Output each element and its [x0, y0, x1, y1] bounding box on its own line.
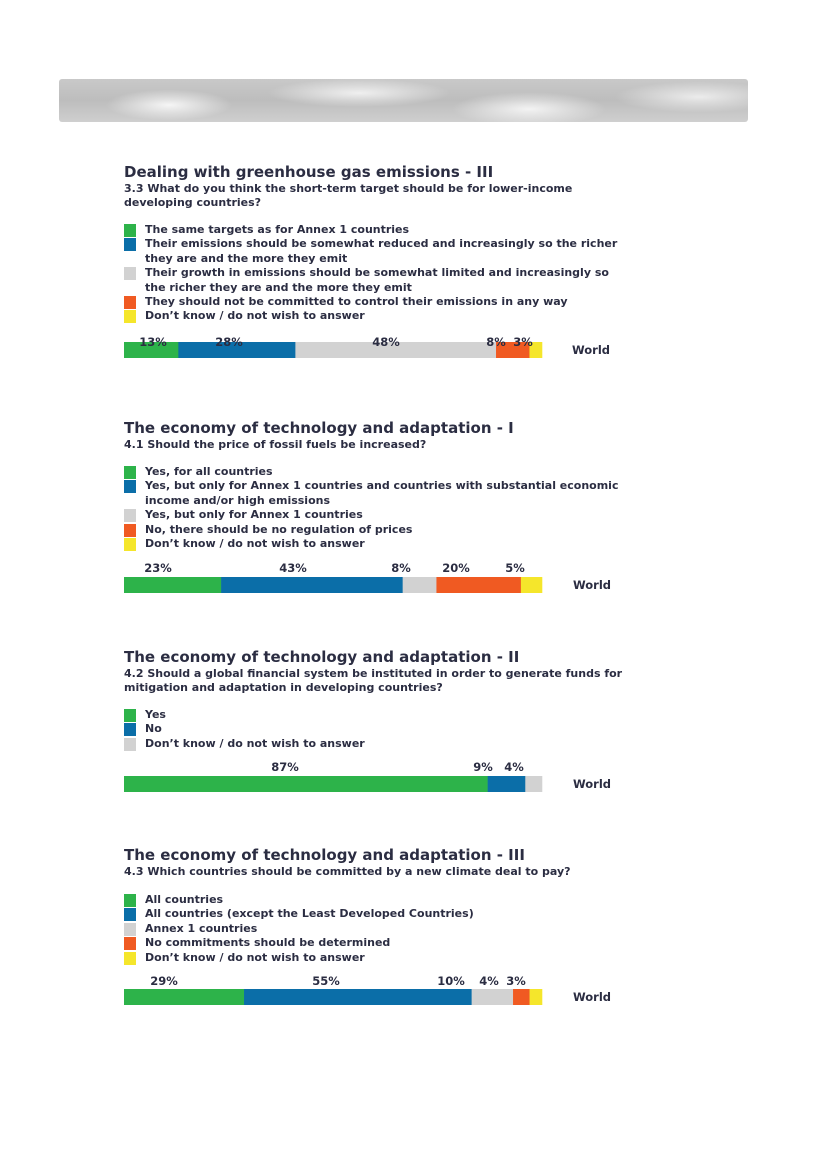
- legend-item: [124, 479, 618, 508]
- section-title: The economy of technology and adaptation - II: [124, 648, 520, 666]
- section-question: developing countries?: [124, 196, 262, 209]
- data-label: 4%: [479, 974, 499, 988]
- category-label: World: [573, 777, 612, 791]
- category-label: World: [572, 343, 611, 357]
- bar-segment: [221, 577, 403, 593]
- legend-swatch: [124, 894, 136, 907]
- legend-item: [124, 309, 617, 323]
- legend-item: [124, 936, 474, 950]
- header-banner: [59, 79, 748, 122]
- data-label: 10%: [437, 974, 465, 988]
- legend-label: the richer they are and the more they emit: [145, 280, 412, 294]
- legend-label: Yes: [145, 708, 166, 721]
- data-label: 4%: [504, 760, 524, 774]
- legend-swatch: [124, 524, 136, 537]
- data-label: 3%: [506, 974, 526, 988]
- legend-item: [124, 223, 617, 237]
- section-question: 4.2 Should a global financial system be instituted in order to generate funds for: [124, 667, 623, 680]
- data-label: 20%: [442, 561, 470, 575]
- legend-label: Yes, but only for Annex 1 countries and countries with substantial economic: [145, 479, 619, 493]
- stacked-bar-chart: [124, 557, 644, 617]
- legend-item: [124, 237, 617, 266]
- legend-swatch: [124, 738, 136, 751]
- legend-swatch: [124, 709, 136, 722]
- bar-segment: [124, 577, 221, 593]
- legend-item: [124, 722, 365, 736]
- bar-segment: [436, 577, 521, 593]
- bar-segment: [521, 577, 542, 593]
- bar-segment: [244, 989, 472, 1005]
- bar-segment: [124, 776, 488, 792]
- legend-label: Yes, but only for Annex 1 countries: [145, 508, 363, 522]
- legend-label: They should not be committed to control their emissions in any way: [145, 295, 568, 309]
- legend-item: [124, 737, 365, 751]
- legend-item: [124, 465, 618, 479]
- legend-swatch: [124, 267, 136, 280]
- legend-item: [124, 708, 365, 722]
- chart-legend: [124, 893, 474, 965]
- legend-label: No commitments should be determined: [145, 936, 391, 950]
- chart-legend: [124, 223, 617, 324]
- section-question: mitigation and adaptation in developing countries?: [124, 681, 443, 694]
- legend-swatch: [124, 538, 136, 551]
- stacked-bar-chart: [124, 970, 644, 1030]
- bar-segment: [472, 989, 514, 1005]
- legend-label: Their emissions should be somewhat reduced and increasingly so the richer: [145, 237, 618, 251]
- legend-label: Annex 1 countries: [145, 921, 258, 935]
- legend-swatch: [124, 238, 136, 251]
- bar-segment: [124, 989, 244, 1005]
- chart-legend: [124, 465, 618, 551]
- stacked-bar-chart: [124, 331, 644, 391]
- bar-segment: [530, 989, 543, 1005]
- legend-swatch: [124, 908, 136, 921]
- legend-label: income and/or high emissions: [145, 493, 331, 507]
- legend-label: Don’t know / do not wish to answer: [145, 537, 365, 551]
- chart-section-2: [124, 419, 684, 592]
- data-label: 8%: [486, 335, 506, 349]
- chart-legend: [124, 708, 365, 751]
- data-label: 3%: [513, 335, 533, 349]
- data-label: 43%: [279, 561, 307, 575]
- data-label: 13%: [139, 335, 167, 349]
- bar-segment: [513, 989, 530, 1005]
- legend-label: All countries: [145, 893, 224, 906]
- legend-label: The same targets as for Annex 1 countries: [145, 223, 410, 236]
- legend-item: [124, 893, 474, 907]
- legend-label: Don’t know / do not wish to answer: [145, 736, 365, 750]
- stacked-bar-chart: [124, 756, 644, 816]
- legend-item: [124, 508, 618, 522]
- data-label: 55%: [312, 974, 340, 988]
- legend-swatch: [124, 310, 136, 323]
- data-label: 29%: [150, 974, 178, 988]
- legend-swatch: [124, 952, 136, 965]
- section-title: Dealing with greenhouse gas emissions - III: [124, 163, 494, 181]
- legend-item: [124, 922, 474, 936]
- bar-segment: [488, 776, 526, 792]
- legend-swatch: [124, 923, 136, 936]
- chart-section-4: [124, 846, 684, 1004]
- data-label: 8%: [391, 561, 411, 575]
- legend-swatch: [124, 937, 136, 950]
- data-label: 28%: [215, 335, 243, 349]
- legend-item: [124, 523, 618, 537]
- legend-label: they are and the more they emit: [145, 251, 348, 265]
- section-title: The economy of technology and adaptation - I: [124, 419, 514, 437]
- legend-swatch: [124, 509, 136, 522]
- data-label: 48%: [372, 335, 400, 349]
- legend-item: [124, 537, 618, 551]
- legend-label: No, there should be no regulation of prices: [145, 522, 413, 536]
- legend-label: All countries (except the Least Developed Countries): [145, 907, 474, 921]
- legend-swatch: [124, 480, 136, 493]
- legend-label: Their growth in emissions should be somewhat limited and increasingly so: [145, 266, 609, 280]
- data-label: 9%: [473, 760, 493, 774]
- legend-label: No: [145, 722, 162, 736]
- section-question: 4.1 Should the price of fossil fuels be increased?: [124, 438, 427, 451]
- category-label: World: [573, 578, 612, 592]
- legend-item: [124, 907, 474, 921]
- section-title: The economy of technology and adaptation - III: [124, 846, 525, 864]
- legend-label: Don’t know / do not wish to answer: [145, 309, 365, 323]
- data-label: 5%: [505, 561, 525, 575]
- legend-swatch: [124, 224, 136, 237]
- section-question: 4.3 Which countries should be committed by a new climate deal to pay?: [124, 865, 571, 878]
- chart-section-3: [124, 648, 684, 791]
- legend-swatch: [124, 466, 136, 479]
- bar-segment: [403, 577, 437, 593]
- category-label: World: [573, 990, 612, 1004]
- legend-label: Don’t know / do not wish to answer: [145, 950, 365, 964]
- data-label: 87%: [271, 760, 299, 774]
- bar-segment: [525, 776, 542, 792]
- legend-swatch: [124, 723, 136, 736]
- chart-section-1: [124, 163, 684, 357]
- legend-label: Yes, for all countries: [145, 465, 273, 478]
- data-label: 23%: [144, 561, 172, 575]
- legend-item: [124, 951, 474, 965]
- legend-item: [124, 266, 617, 295]
- legend-item: [124, 295, 617, 309]
- legend-swatch: [124, 296, 136, 309]
- section-question: 3.3 What do you think the short-term target should be for lower-income: [124, 182, 573, 195]
